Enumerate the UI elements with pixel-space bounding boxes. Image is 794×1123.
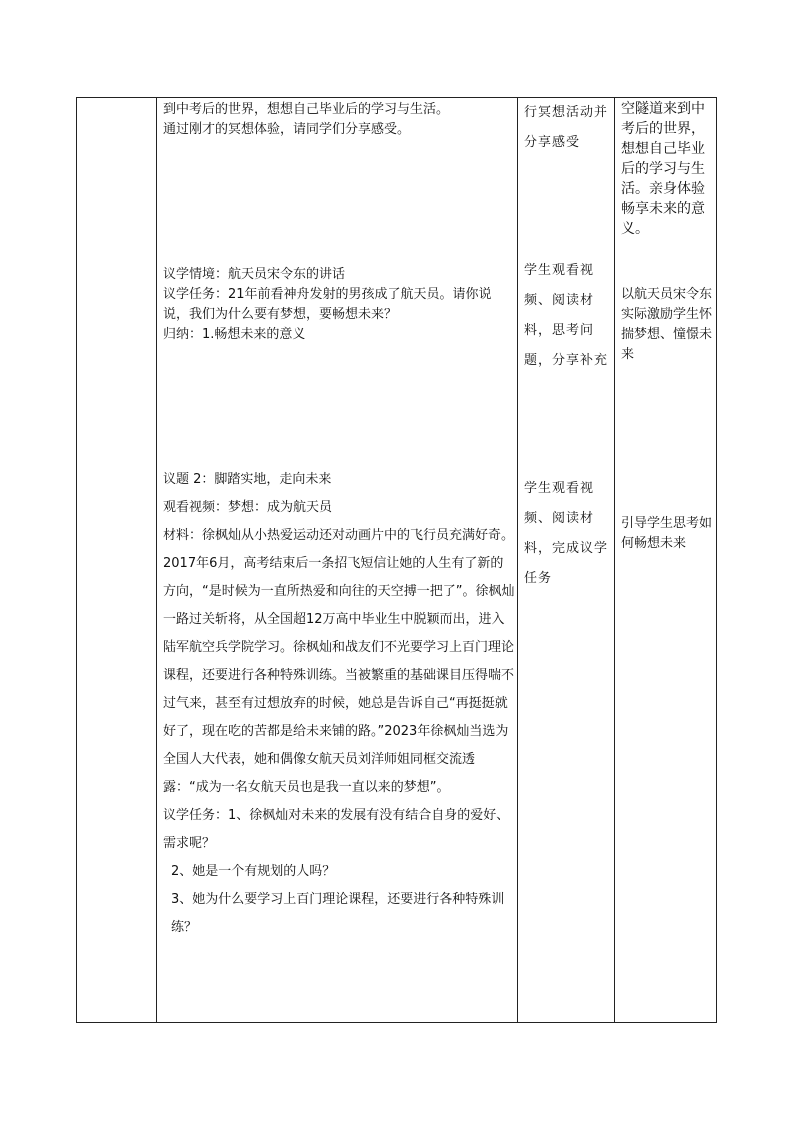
row3-main-line1: 议题 2：脚踏实地，走向未来 (163, 472, 332, 487)
row3-material: 材料：徐枫灿从小热爱运动还对动画片中的飞行员充满好奇。2017年6月，高考结束后一条招飞短信让她的人生有了新的方向，“是时候为一直所热爱和向往的天空搏一把了”。徐枫灿一路过关斩将，从全国超12万高中毕业生中脱颖而出，进入陆军航空兵学院学习。徐枫灿和战友们不光要学习上百门理论课程，还要进行各种特殊训练。当被繁重的基础课目压得喘不过气来，甚至有过想放弃的时候，她总是告诉自己“再挺挺就好了，现在吃的苦都是给未来铺的路。”2023年徐枫灿当选为全国人大代表，她和偶像女航天员刘洋师姐同框交流透露：“成为一名女航天员也是我一直以来的梦想”。 (163, 528, 515, 795)
row1-design-intent: 空隧道来到中考后的世界，想想自己毕业后的学习与生活。亲身体验畅享未来的意义。 (621, 101, 705, 237)
row2-main-line3: 归纳：1.畅想未来的意义 (163, 327, 306, 342)
row3-main-content (163, 466, 515, 942)
column-divider (614, 98, 615, 1022)
row2-student-activity: 学生观看视频、阅读材料，思考问题，分享补充 (524, 263, 609, 368)
row2-main-line1: 议学情境：航天员宋令东的讲话 (163, 267, 346, 282)
row3-design-intent: 引导学生思考如何畅想未来 (621, 516, 713, 551)
row3-task-1: 议学任务：1、徐枫灿对未来的发展有没有结合自身的爱好、需求呢？ (163, 808, 510, 851)
row1-main-line2: 通过刚才的冥想体验，请同学们分享感受。 (163, 122, 411, 137)
lesson-table (76, 97, 717, 1023)
row1-main-content (163, 100, 515, 140)
row2-main-line2: 议学任务：21年前看神舟发射的男孩成了航天员。请你说说，我们为什么要有梦想，要畅想未来？ (163, 287, 492, 322)
row3-task-2: 2、她是一个有规划的人吗？ (171, 864, 336, 879)
row3-task-3: 3、她为什么要学习上百门理论课程，还要进行各种特殊训练？ (171, 892, 505, 935)
column-divider (156, 98, 157, 1022)
row1-main-line1: 到中考后的世界，想想自己毕业后的学习与生活。 (163, 102, 450, 117)
row3-student-activity: 学生观看视频、阅读材料，完成议学任务 (524, 481, 609, 586)
row2-main-content (163, 265, 515, 345)
column-divider (517, 98, 518, 1022)
row2-design-intent: 以航天员宋令东实际激励学生怀揣梦想、憧憬未来 (621, 287, 713, 362)
row3-main-line2: 观看视频：梦想：成为航天员 (163, 500, 333, 515)
row1-student-activity: 行冥想活动并分享感受 (524, 105, 609, 150)
